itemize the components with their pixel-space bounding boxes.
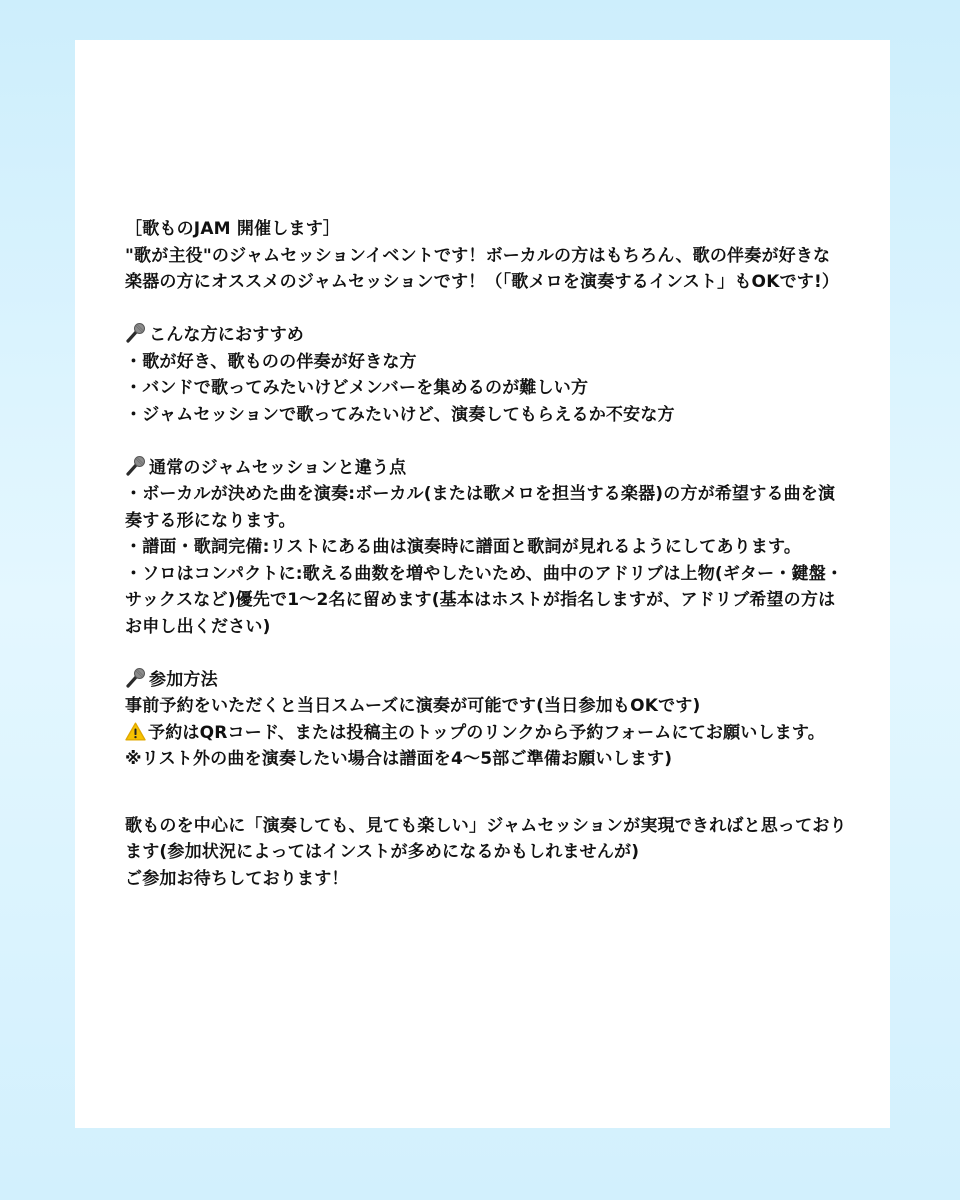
microphone-icon	[125, 456, 147, 476]
event-title: ［歌ものJAM 開催します］	[125, 219, 341, 239]
join-line-reserve	[125, 720, 847, 747]
join-heading-line	[125, 667, 847, 694]
microphone-icon	[125, 323, 147, 343]
spacer	[125, 428, 847, 455]
join-reserve-text: 予約はQRコード、または投稿主のトップのリンクから予約フォームにてお願いします。	[148, 722, 825, 743]
closing-text: 歌ものを中心に「演奏しても、見ても楽しい」ジャムセッションが実現できればと思っております(参加状況によってはインストが多めになるかもしれませんが)	[125, 815, 847, 862]
microphone-icon	[125, 668, 147, 688]
recommend-heading: こんな方におすすめ	[149, 325, 304, 345]
join-line-advance: 事前予約をいただくと当日スムーズに演奏が可能です(当日参加もOKです)	[125, 696, 701, 716]
recommend-item: ・バンドで歌ってみたいけどメンバーを集めるのが難しい方	[125, 378, 589, 398]
difference-heading: 通常のジャムセッションと違う点	[149, 457, 407, 478]
closing-section	[125, 813, 847, 893]
difference-item: ・ボーカルが決めた曲を演奏:ボーカル(または歌メロを担当する楽器)の方が希望する曲を演奏する形になります。	[125, 484, 836, 531]
spacer	[125, 296, 847, 323]
difference-section	[125, 455, 847, 641]
difference-item: ・譜面・歌詞完備:リストにある曲は演奏時に譜面と歌詞が見れるようにしてあります。	[125, 537, 802, 557]
difference-item: ・ソロはコンパクトに:歌える曲数を増やしたいため、曲中のアドリブは上物(ギター・鍵盤・サックスなど)優先で1〜2名に留めます(基本はホストが指名しますが、アドリブ希望の方はお申し出ください)	[125, 563, 844, 637]
join-line-note: ※リスト外の曲を演奏したい場合は譜面を4〜5部ご準備お願いします)	[125, 749, 673, 769]
recommend-item: ・ジャムセッションで歌ってみたいけど、演奏してもらえるか不安な方	[125, 404, 675, 425]
warning-icon	[125, 722, 146, 741]
post-content	[125, 216, 847, 892]
join-section	[125, 667, 847, 773]
spacer	[125, 640, 847, 667]
difference-heading-line	[125, 455, 847, 482]
closing-greeting: ご参加お待ちしております！	[125, 868, 349, 889]
spacer	[125, 773, 847, 813]
recommend-heading-line	[125, 322, 847, 349]
join-heading: 参加方法	[149, 669, 218, 690]
recommend-section	[125, 322, 847, 428]
post-card	[75, 40, 890, 1128]
recommend-item: ・歌が好き、歌ものの伴奏が好きな方	[125, 351, 417, 372]
intro-text: "歌が主役"のジャムセッションイベントです！ボーカルの方はもちろん、歌の伴奏が好きな楽器の方にオススメのジャムセッションです！（「歌メロを演奏するインスト」もOKです!）	[125, 245, 840, 292]
